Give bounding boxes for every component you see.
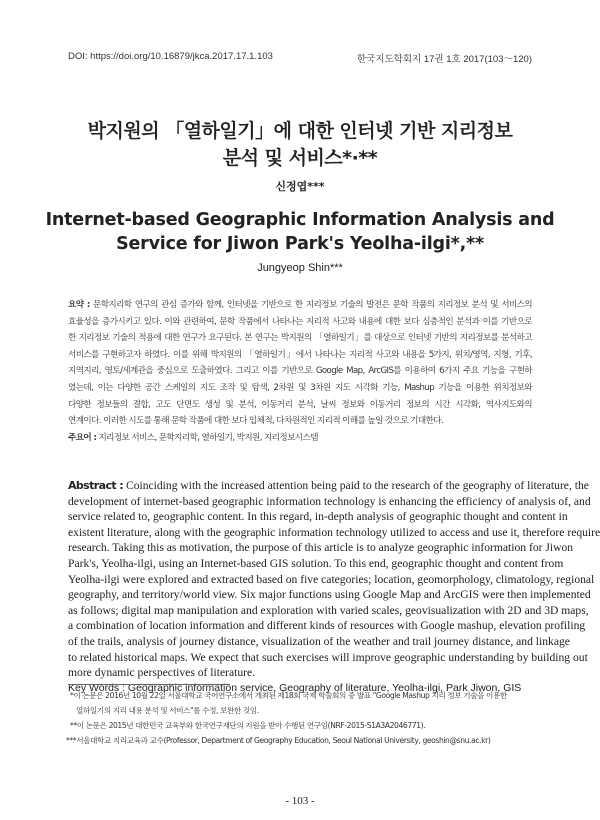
abstract-ko-line: 였는데, 이는 다양한 공간 스케일의 지도 조작 및 탐색, 2차원 및 3차원 지도 시각화 기능, Mashup 기능을 이용한 위치정보와 [68, 382, 532, 393]
title-ko-line1: 박지원의 「열하일기」에 대한 인터넷 기반 지리정보 [87, 120, 513, 142]
abstract-en-line: Coinciding with the increased attention being paid to the research of the geography of literature, the [123, 479, 589, 492]
keywords-en-label: Key Words : [68, 681, 125, 694]
abstract-en-line: Yeolha-ilgi were explored and extracted based on five categories; location, geomorphology, climatology, regional [68, 572, 595, 586]
abstract-en-line: research. Taking this as motivation, the purpose of this article is to analyze geographic information for Jiwon [68, 541, 574, 555]
abstract-en-line: to related historical maps. We expect that such exercises will improve geographic understanding by building out [68, 650, 588, 664]
abstract-ko-label: 요약 : [68, 300, 90, 310]
abstract-en-line: of the trails, analysis of journey distance, visualization of the weather and trail journey distance, and linkage [68, 634, 570, 648]
abstract-en-line: geography, and territory/world view. Six major functions using Google Map and ArcGIS were then implemented [68, 588, 591, 602]
journal-info: 한국지도학회지 17권 1호 2017(103～120) [356, 54, 532, 65]
keywords-ko: 지리정보 서비스, 문학지리학, 열하일기, 박지원, 지리정보시스템 [96, 432, 318, 443]
footnote-1-cont: 열하일기의 지리 내용 분석 및 서비스"를 수정, 보완한 것임. [76, 706, 259, 715]
abstract-en [68, 478, 600, 696]
title-ko-line2: 분석 및 서비스*·** [222, 147, 378, 169]
abstract-en-line: service related to, geographic content. In this regard, in-depth analysis of geographic thought and content in [68, 510, 568, 524]
abstract-ko [68, 297, 532, 446]
abstract-ko-line: 다양한 정보들의 결합, 고도 단면도 생성 및 분석, 이동거리 분석, 날씨 정보와 이동거리 정보의 시간 시각화, 역사지도와의 [68, 399, 532, 410]
footnote-divider [68, 684, 230, 685]
abstract-en-line: more dynamic perspectives of literature. [68, 666, 256, 680]
abstract-en-line: Park's, Yeolha-ilgi, using an Internet-based GIS solution. To this end, geographic thought and content from [68, 556, 564, 570]
abstract-en-label: Abstract : [68, 479, 124, 492]
page-number: - 103 - [285, 795, 315, 807]
abstract-ko-line: 문학지리학 연구의 관심 증가와 함께, 인터넷을 기반으로 한 지리정보 기술의 발전은 문학 작품의 지리정보 분석 및 서비스의 [89, 300, 533, 310]
abstract-en-line: existent literature, along with the geographic information technology utilized to access and use it, therefore require [68, 525, 600, 539]
author-ko: 신정엽*** [275, 180, 325, 193]
footnote-2: **이 논문은 2015년 대한민국 교육부와 한국연구재단의 지원을 받아 수행된 연구임(NRF-2015-S1A3A2046771). [70, 721, 426, 730]
title-en-line2: Service for Jiwon Park's Yeolha-ilgi*,** [116, 234, 484, 254]
abstract-ko-line: 한 지리정보 기술의 적용에 대한 연구가 요구된다. 본 연구는 박지원의 「열하일기」를 대상으로 인터넷 기반의 지리정보를 분석하고 [68, 333, 532, 344]
footnote-1: *이 논문은 2016년 10월 22일 서울대학교 국어연구소에서 개최된 제18회 국제 학술회의 중 발표 "Google Mashup 지리 정보 기술을 이용한 [70, 691, 507, 700]
footnote-3: ***서울대학교 지리교육과 교수(Professor, Department of Geography Education, Seoul National University, geoshin@snu.ac.kr) [66, 736, 491, 745]
keywords-ko-label: 주요어 : [68, 432, 97, 443]
doi: DOI: https://doi.org/10.16879/jkca.2017.17.1.103 [68, 51, 273, 62]
keywords-en: Geographic information service, Geography of literature, Yeolha-ilgi, Park Jiwon, GIS [125, 681, 522, 694]
abstract-ko-line: 연계이다. 이러한 시도를 통해 문학 작품에 대한 보다 입체적, 다차원적인 지리적 이해를 높일 것으로 기대한다. [68, 416, 444, 427]
author-en: Jungyeop Shin*** [257, 262, 343, 274]
abstract-ko-line: 효율성을 증가시키고 있다. 이와 관련하여, 문학 작품에서 나타나는 지리적 사고와 내용에 대한 보다 심층적인 분석과 이를 기반으로 [68, 316, 532, 327]
abstract-ko-line: 서비스를 구현하고자 하였다. 이를 위해 박지원의 「열하일기」에서 나타나는 지리적 사고와 내용을 5가지, 위치/영역, 지형, 기후, [68, 349, 532, 360]
title-en-line1: Internet-based Geographic Information Analysis and [45, 210, 555, 230]
abstract-en-line: a combination of location information and different kinds of resources with Google mashup, elevation profiling [68, 619, 586, 633]
abstract-en-line: as follows; digital map manipulation and exploration with varied scales, geovisualization with 2D and 3D maps, [68, 603, 589, 617]
abstract-en-line: development of internet-based geographic information technology is enhancing the efficiency of analysis of, and [68, 494, 591, 508]
abstract-ko-line: 지역지리, 영토/세계관을 중심으로 도출하였다. 그리고 이를 기반으로 Google Map, ArcGIS를 이용하여 6가지 주요 기능을 구현하 [68, 366, 532, 377]
